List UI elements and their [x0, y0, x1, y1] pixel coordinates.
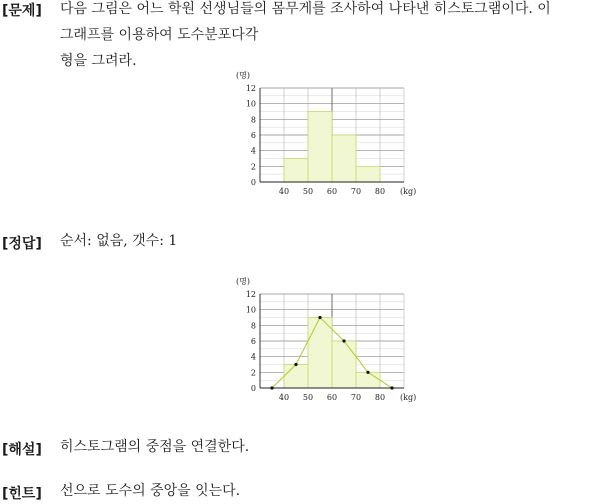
frequency-polygon-chart [228, 274, 418, 406]
y-tick-label: 6 [250, 337, 256, 346]
y-tick-label: 0 [250, 178, 256, 187]
y-tick-label: 2 [250, 368, 256, 378]
y-tick-label: 12 [245, 290, 256, 299]
y-tick-label: 0 [250, 384, 256, 393]
explanation-text: 히스토그램의 중점을 연결한다. [60, 439, 250, 455]
histogram-bar [284, 159, 308, 183]
answer-label: [정답] [2, 236, 42, 252]
hint-label: [힌트] [2, 486, 42, 502]
polygon-point [270, 386, 273, 389]
explanation-label: [해설] [2, 442, 42, 458]
y-tick-label: 8 [250, 321, 256, 331]
problem-line-2: 그래프를 이용하여 도수분포다각 [60, 27, 259, 43]
y-tick-label: 10 [245, 305, 256, 315]
y-tick-label: 6 [250, 131, 256, 140]
x-tick-label: 80 [374, 393, 386, 402]
y-axis-unit-label: (명) [236, 71, 250, 80]
x-tick-label: 60 [326, 393, 338, 402]
x-tick-label: 50 [302, 393, 314, 402]
x-tick-label: 70 [350, 187, 362, 196]
x-tick-label: 40 [278, 393, 290, 402]
x-tick-label: 50 [302, 187, 314, 196]
x-tick-label: 70 [350, 393, 362, 402]
hint-text: 선으로 도수의 중앙을 잇는다. [60, 483, 241, 499]
y-tick-label: 8 [250, 115, 256, 125]
x-tick-label: 60 [326, 187, 338, 196]
histogram-bar [308, 112, 332, 183]
histogram-chart [228, 68, 418, 200]
histogram-bar [332, 135, 356, 182]
y-axis-unit-label: (명) [236, 277, 250, 286]
histogram-bar [356, 372, 380, 388]
polygon-point [318, 316, 321, 319]
y-tick-label: 4 [250, 352, 256, 362]
y-tick-label: 4 [250, 146, 256, 156]
x-tick-label: 40 [278, 187, 290, 196]
y-tick-label: 2 [250, 162, 256, 172]
polygon-point [390, 386, 393, 389]
answer-text: 순서: 없음, 갯수: 1 [60, 233, 178, 249]
x-axis-unit-label: (kg) [400, 187, 417, 196]
x-axis-unit-label: (kg) [400, 393, 417, 402]
problem-line-3: 형을 그려라. [60, 53, 137, 69]
problem-line-1: 다음 그림은 어느 학원 선생님들의 몸무게를 조사하여 나타낸 히스토그램이다. 이 [60, 1, 551, 17]
histogram-bar [332, 341, 356, 388]
x-tick-label: 80 [374, 187, 386, 196]
y-tick-label: 12 [245, 84, 256, 93]
problem-text [60, 0, 551, 74]
y-tick-label: 10 [245, 99, 256, 109]
histogram-bar [308, 318, 332, 389]
polygon-point [294, 363, 297, 366]
histogram-bar [356, 166, 380, 182]
polygon-point [342, 339, 345, 342]
polygon-point [366, 371, 369, 374]
histogram-bar [284, 365, 308, 389]
problem-label: [문제] [2, 3, 42, 19]
